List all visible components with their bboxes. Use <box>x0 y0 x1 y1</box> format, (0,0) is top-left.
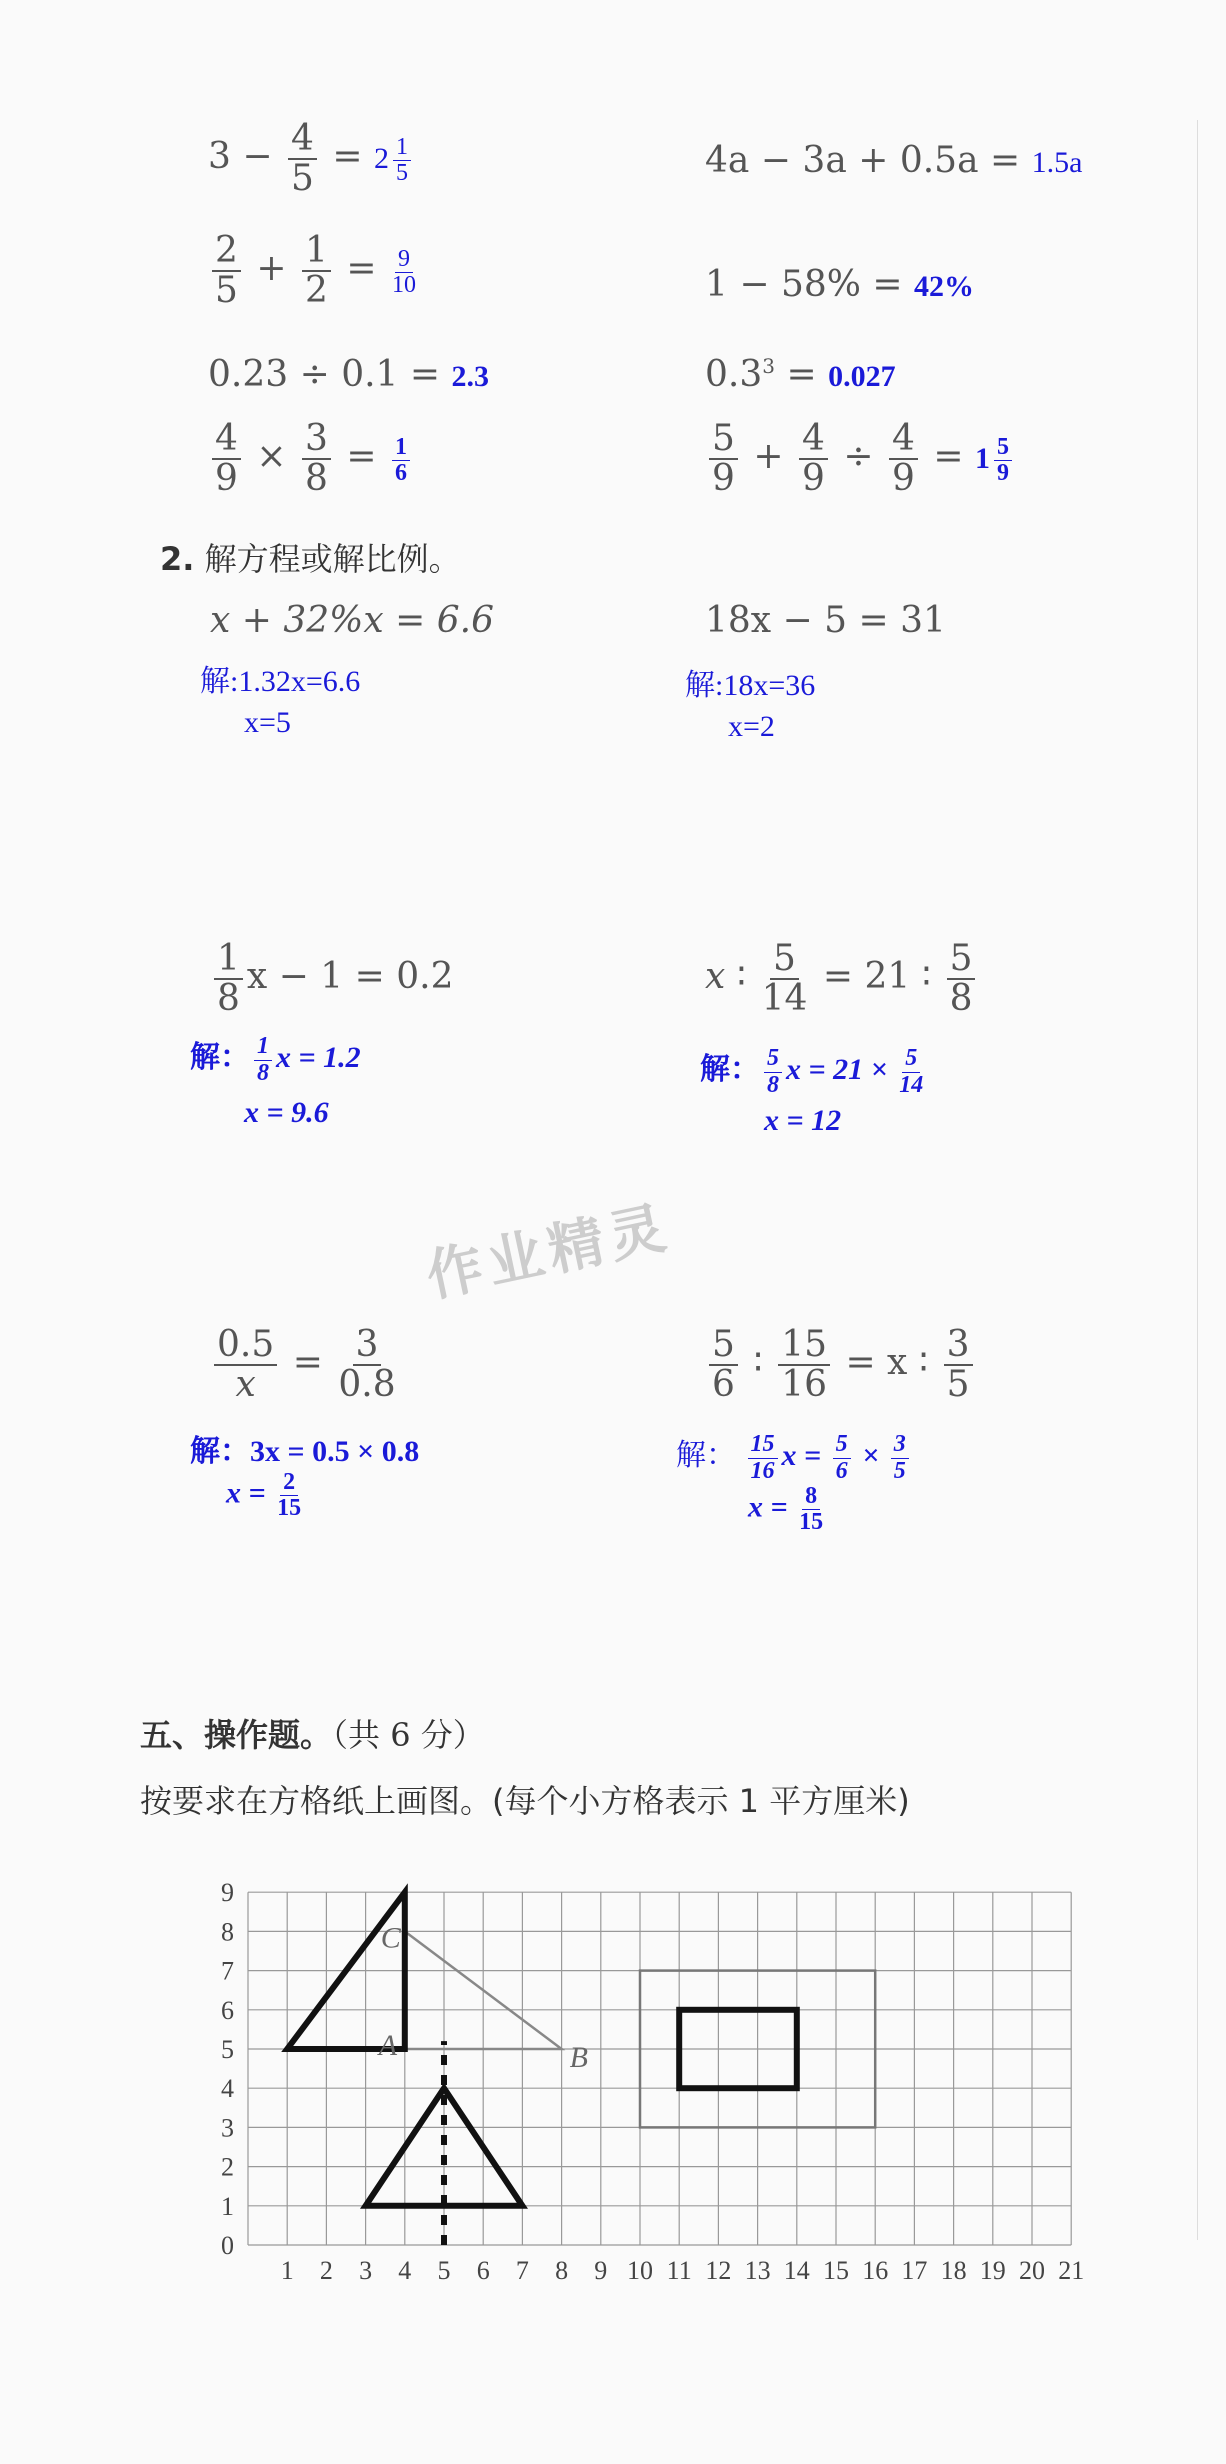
eq4-step2: x = 12 <box>764 1104 842 1137</box>
x-tick-label: 15 <box>823 2256 849 2280</box>
eq2-step1: 解:18x=36 <box>685 669 816 702</box>
x-tick-label: 10 <box>627 2256 653 2280</box>
eq1-step1: 解:1.32x=6.6 <box>200 665 361 698</box>
eq6-step1: 解： $\frac{15}{16}$ x = $\frac{5}{6}$ × $\frac{3}{5}$ <box>676 1430 913 1484</box>
y-tick-label: 6 <box>221 1995 234 2025</box>
eq3-step2: x = 9.6 <box>244 1096 329 1129</box>
x-tick-label: 18 <box>940 2256 967 2280</box>
point-label-a: A <box>378 2029 398 2062</box>
eq2-step2: x=2 <box>728 710 775 743</box>
y-tick-label: 2 <box>221 2152 234 2182</box>
y-tick-label: 5 <box>221 2035 234 2064</box>
y-tick-label: 1 <box>221 2191 234 2221</box>
x-tick-label: 1 <box>280 2256 294 2280</box>
eq2-question: 18x − 5 = 31 <box>705 600 946 641</box>
x-tick-label: 13 <box>744 2256 771 2280</box>
section5-instruction: 按要求在方格纸上画图。(每个小方格表示 1 平方厘米) <box>140 1782 910 1820</box>
x-tick-label: 5 <box>437 2256 451 2280</box>
eq4-step1: 解： $\frac{5}{8}$ x = 21 × $\frac{5}{14}$ <box>700 1045 924 1098</box>
watermark: 作业精灵 <box>420 1194 677 1310</box>
calc-r2-right: 1 − 58% = 42% <box>705 264 975 305</box>
x-tick-label: 11 <box>666 2256 692 2280</box>
x-tick-label: 8 <box>555 2256 569 2280</box>
eq5-question: $\frac{0.5}{x}$ = $\frac{3}{0.8}$ <box>210 1326 400 1404</box>
section5-heading: 五、操作题。（共 6 分） <box>140 1716 485 1754</box>
x-tick-label: 4 <box>398 2256 412 2280</box>
x-tick-label: 20 <box>1019 2256 1045 2280</box>
y-tick-label: 0 <box>221 2231 234 2260</box>
point-label-b: B <box>569 2041 588 2074</box>
y-tick-label: 8 <box>221 1917 234 1947</box>
y-tick-label: 3 <box>221 2113 234 2143</box>
eq3-step1: 解： $\frac{1}{8}$ x = 1.2 <box>190 1033 361 1086</box>
x-tick-label: 7 <box>515 2256 529 2280</box>
eq5-step2: x = $\frac{2}{15}$ <box>226 1469 302 1522</box>
grid-figure <box>190 1840 1090 2280</box>
eq1-question: x + 32%x = 6.6 <box>210 600 494 641</box>
calc-r2-left: $\frac{2}{5}$ + $\frac{1}{2}$ = $\frac{9}{10}$ <box>208 232 420 310</box>
x-tick-label: 14 <box>783 2256 810 2280</box>
y-tick-label: 4 <box>221 2074 234 2104</box>
eq6-step2: x = $\frac{8}{15}$ <box>748 1483 824 1536</box>
calc-r1-left: 3 − $\frac{4}{5}$ = 2 $\frac{1}{5}$ <box>208 120 415 198</box>
x-tick-label: 2 <box>319 2256 333 2280</box>
eq5-step1: 解：3x = 0.5 × 0.8 <box>190 1435 420 1468</box>
margin-rule <box>1197 120 1198 2240</box>
x-tick-label: 19 <box>979 2256 1006 2280</box>
eq1-step2: x=5 <box>244 706 291 739</box>
calc-r3-left: 0.23 ÷ 0.1 = 2.3 <box>208 354 490 395</box>
x-tick-label: 16 <box>862 2256 889 2280</box>
y-tick-label: 9 <box>221 1878 234 1908</box>
calc-r4-left: $\frac{4}{9}$ × $\frac{3}{8}$ = $\frac{1}{6}$ <box>208 420 414 498</box>
x-tick-label: 6 <box>476 2256 490 2280</box>
x-tick-label: 17 <box>901 2256 928 2280</box>
calc-r1-right: 4a − 3a + 0.5a = 1.5a <box>705 140 1083 181</box>
calc-r3-right: $0.3^3 = 0.027$ <box>705 354 896 395</box>
x-tick-label: 21 <box>1058 2256 1085 2280</box>
x-tick-label: 3 <box>359 2256 373 2280</box>
calc-r4-right: $\frac{5}{9}$ + $\frac{4}{9}$ ÷ $\frac{4}{9}$ = 1 $\frac{5}{9}$ <box>705 420 1016 498</box>
point-label-c: C <box>380 1921 401 1955</box>
x-tick-label: 12 <box>705 2256 732 2280</box>
section2-heading: 2. 解方程或解比例。 <box>160 540 461 578</box>
x-tick-label: 9 <box>594 2256 608 2280</box>
eq4-question: x ∶ $\frac{5}{14}$ = 21 ∶ $\frac{5}{8}$ <box>705 940 979 1018</box>
eq6-question: $\frac{5}{6}$ ∶ $\frac{15}{16}$ = x ∶ $\frac{3}{5}$ <box>705 1326 977 1404</box>
eq3-question: $\frac{1}{8}$ x − 1 = 0.2 <box>210 940 453 1018</box>
y-tick-label: 7 <box>221 1956 234 1986</box>
